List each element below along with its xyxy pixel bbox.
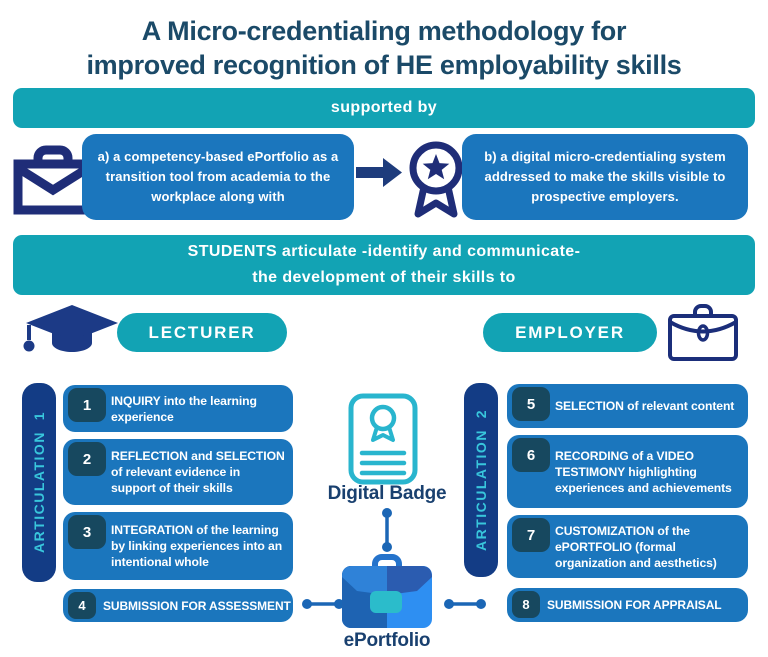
step-5-number: 5 — [512, 387, 550, 421]
step-3-text: INTEGRATION of the learning by linking experiences into an intentional whole — [111, 523, 283, 569]
articulation-2-pill — [464, 383, 498, 577]
page-title — [0, 14, 768, 82]
supported-by-banner — [13, 88, 755, 128]
eportfolio-briefcase-icon — [337, 551, 437, 632]
step-8-text: SUBMISSION FOR APPRAISAL — [547, 598, 722, 612]
graduation-cap-icon — [20, 303, 120, 365]
students-line-1: STUDENTS articulate -identify and communicate- — [187, 243, 581, 260]
title-line-2: improved recognition of HE employability skills — [86, 50, 682, 80]
step-7-number: 7 — [512, 518, 550, 552]
digital-badge-label: Digital Badge — [327, 483, 447, 504]
students-line-2: the development of their skills to — [252, 269, 516, 286]
step-1-number: 1 — [68, 388, 106, 422]
approach-b-box — [462, 134, 748, 220]
lecturer-pill — [117, 313, 287, 352]
step-4-text: SUBMISSION FOR ASSESSMENT — [103, 598, 291, 613]
approach-a-text: a) a competency-based ePortfolio as a transition tool from academia to the workplace along with — [97, 149, 339, 204]
step-5-box — [507, 384, 748, 428]
step-6-box — [507, 435, 748, 508]
eportfolio-label: ePortfolio — [343, 630, 431, 651]
step-2-text: REFLECTION and SELECTION of relevant evidence in support of their skills — [111, 449, 285, 495]
articulation-1-pill — [22, 383, 56, 582]
briefcase-outline-icon — [666, 301, 740, 363]
students-banner — [13, 235, 755, 295]
arrow-right-icon — [356, 154, 403, 191]
articulation-1-label: ARTICULATION 1 — [31, 411, 47, 554]
step-2-box — [63, 439, 293, 505]
step-4-number: 4 — [68, 592, 96, 619]
title-line-1: A Micro-credentialing methodology for — [141, 16, 627, 46]
employer-label: EMPLOYER — [515, 322, 625, 342]
certificate-icon — [348, 393, 418, 485]
connector-right — [443, 596, 487, 612]
employer-pill — [483, 313, 657, 352]
step-6-text: RECORDING of a VIDEO TESTIMONY highlighting experiences and achievements — [555, 448, 732, 495]
step-7-text: CUSTOMIZATION of the ePORTFOLIO (formal organization and aesthetics) — [555, 523, 717, 570]
approach-a-box — [82, 134, 354, 220]
step-7-box — [507, 515, 748, 578]
step-4-box — [63, 589, 293, 622]
step-3-box — [63, 512, 293, 580]
step-2-number: 2 — [68, 442, 106, 476]
lecturer-label: LECTURER — [148, 322, 256, 342]
step-8-number: 8 — [512, 591, 540, 618]
step-5-text: SELECTION of relevant content — [555, 399, 735, 413]
supported-by-label: supported by — [330, 99, 438, 116]
articulation-2-label: ARTICULATION 2 — [473, 408, 489, 551]
step-1-box — [63, 385, 293, 432]
approach-b-text: b) a digital micro-credentialing system addressed to make the skills visible to prospective employers. — [484, 149, 726, 204]
medal-icon — [405, 135, 467, 219]
step-1-text: INQUIRY into the learning experience — [111, 393, 257, 424]
step-8-box — [507, 588, 748, 622]
step-6-number: 6 — [512, 438, 550, 472]
connector-vertical — [380, 506, 394, 554]
step-3-number: 3 — [68, 515, 106, 549]
